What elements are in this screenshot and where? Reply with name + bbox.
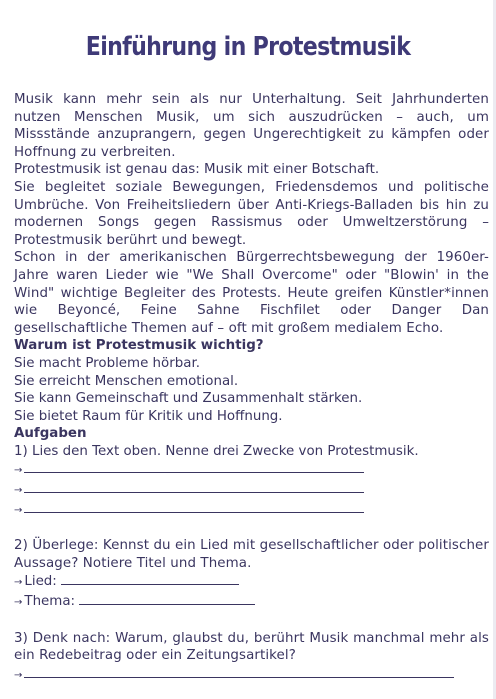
task-2-text: 2) Überlege: Kennst du ein Lied mit gesellschaftlicher oder politischer Aussage? Notiere Titel und Thema. [14,538,489,571]
answer-blank[interactable] [24,665,454,678]
intro-paragraph-1: Musik kann mehr sein als nur Unterhaltung. Seit Jahrhunderten nutzen Menschen Musik, um sich auszudrücken – auch, um Missstände anzuprangern, gegen Ungerechtigkeit zu kämpfen oder Hoffnung zu verbreiten. [14,92,489,160]
why-point-4: Sie bietet Raum für Kritik und Hoffnung. [14,408,283,424]
task-1-answer-line-3[interactable] [14,500,489,520]
task-3-answer-line[interactable] [14,665,489,685]
why-point-1: Sie macht Probleme hörbar. [14,355,200,371]
arrow-icon: → [14,504,23,516]
task-2-lied-line[interactable] [14,572,489,592]
answer-blank[interactable] [24,480,364,493]
why-point-2: Sie erreicht Menschen emotional. [14,373,239,389]
arrow-icon: → [14,465,23,477]
task-2-thema-line[interactable] [14,592,489,612]
arrow-icon: → [14,669,23,681]
thema-label: Thema: [24,594,76,610]
arrow-icon: → [14,577,23,589]
thema-blank[interactable] [79,592,255,605]
worksheet-body [14,91,489,684]
task-1-answer-line-1[interactable] [14,460,489,480]
task-1-answer-line-2[interactable] [14,480,489,500]
answer-blank[interactable] [24,500,364,513]
intro-paragraph-4: Schon in der amerikanischen Bürgerrechtsbewegung der 1960er-Jahre waren Lieder wie "We Shall Overcome" oder "Blowin' in the Wind" wichtige Begleiter des Protests. Heute greifen Künstler*innen wie Beyoncé, Feine Sahne Fischfilet oder Danger Dan gesellschaftliche Themen auf – oft mit großem medialem Echo. [14,250,489,336]
why-point-3: Sie kann Gemeinschaft und Zusammenhalt stärken. [14,391,363,407]
arrow-icon: → [14,597,23,609]
intro-paragraph-2: Protestmusik ist genau das: Musik mit einer Botschaft. [14,162,380,178]
lied-label: Lied: [24,574,57,590]
task-3-text: 3) Denk nach: Warum, glaubst du, berührt Musik manchmal mehr als ein Redebeitrag oder ein Zeitungsartikel? [14,630,489,664]
intro-paragraph-3: Sie begleitet soziale Bewegungen, Friedensdemos und politische Umbrüche. Von Freiheitsliedern über Anti-Kriegs-Balladen bis hin zu modernen Songs gegen Rassismus oder Umweltzerstörung – Protestmusik berührt und bewegt. [14,179,489,248]
answer-blank[interactable] [24,460,364,473]
page-title: Einführung in Protestmusik [85,32,411,62]
arrow-icon: → [14,485,23,497]
lied-blank[interactable] [61,572,239,585]
task-1-text: 1) Lies den Text oben. Nenne drei Zwecke von Protestmusik. [14,443,419,459]
tasks-heading: Aufgaben [14,426,87,442]
why-heading: Warum ist Protestmusik wichtig? [14,338,264,354]
